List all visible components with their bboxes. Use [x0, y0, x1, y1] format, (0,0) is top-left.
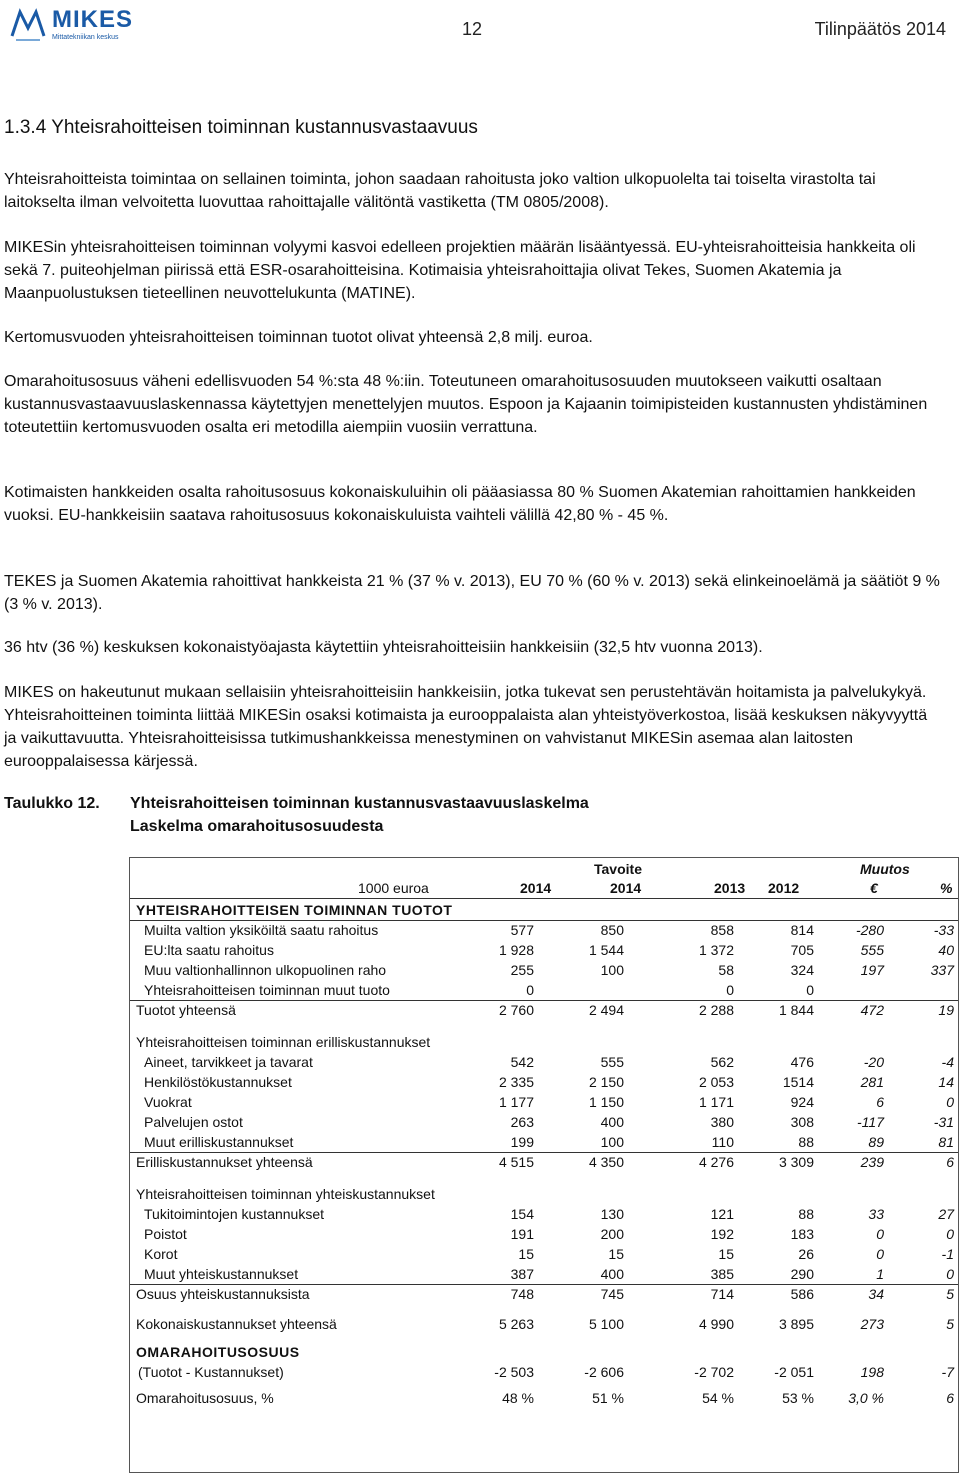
- cell-d: 324: [790, 962, 814, 978]
- cell-b: 850: [600, 922, 624, 938]
- cell-d: 924: [790, 1094, 814, 1110]
- logo-text: MIKES: [52, 6, 134, 33]
- table-row: [130, 1388, 958, 1408]
- col-header-2013: 2013: [714, 880, 746, 896]
- row-label: Yhteisrahoitteisen toiminnan yhteiskustannukset: [136, 1186, 435, 1202]
- cell-e: 281: [860, 1074, 884, 1090]
- table-row: [130, 1224, 958, 1244]
- cell-e: 6: [876, 1094, 884, 1110]
- col-header-eur: €: [870, 880, 878, 896]
- cell-f: -7: [941, 1364, 954, 1380]
- col-header-2014-actual: 2014: [520, 880, 552, 896]
- section-title: 1.3.4 Yhteisrahoitteisen toiminnan kustannusvastaavuus: [4, 117, 478, 138]
- cell-f: 81: [938, 1134, 954, 1150]
- row-label: OMARAHOITUSOSUUS: [136, 1344, 300, 1360]
- paragraph-text: TEKES ja Suomen Akatemia rahoittivat hankkeista 21 % (37 % v. 2013), EU 70 % (60 % v. 2013) sekä elinkeinoelämä ja säätiöt 9 % (3 % v. 2013).: [4, 573, 940, 613]
- row-label: YHTEISRAHOITTEISEN TOIMINNAN TUOTOT: [136, 902, 453, 918]
- col-header-unit: 1000 euroa: [358, 880, 429, 896]
- paragraph-4: [4, 370, 944, 439]
- page-number: 12: [462, 19, 483, 39]
- financial-table: [129, 857, 959, 1473]
- table-row: [130, 920, 958, 940]
- cell-d: 88: [798, 1134, 814, 1150]
- cell-c: 0: [726, 982, 734, 998]
- cell-d: 53 %: [782, 1390, 814, 1406]
- cell-d: 586: [790, 1286, 814, 1302]
- table-row: [130, 940, 958, 960]
- cell-e: 239: [860, 1154, 884, 1170]
- paragraph-text: Kotimaisten hankkeiden osalta rahoitusosuus kokonaiskuluihin oli pääasiassa 80 % Suomen Akatemian rahoittamien hankkeiden vuoksi. EU-hankkeisiin saatava rahoitusosuus kokonaiskuluista vaihteli välillä 42,80 % - 45 %.: [4, 484, 916, 524]
- paragraph-1: [4, 168, 944, 214]
- cell-e: 34: [868, 1286, 884, 1302]
- cell-d: 183: [790, 1226, 814, 1242]
- cell-b: 15: [608, 1246, 624, 1262]
- table-row: [130, 1092, 958, 1112]
- cell-e: 1: [876, 1266, 884, 1282]
- row-label: Korot: [144, 1246, 178, 1262]
- row-label: Osuus yhteiskustannuksista: [136, 1286, 310, 1302]
- cell-b: 51 %: [592, 1390, 624, 1406]
- row-label: Yhteisrahoitteisen toiminnan muut tuoto: [144, 982, 390, 998]
- cell-c: -2 702: [694, 1364, 734, 1380]
- cell-d: 88: [798, 1206, 814, 1222]
- cell-a: 1 177: [498, 1094, 534, 1110]
- paragraph-text: Omarahoitusosuus väheni edellisvuoden 54 %:sta 48 %:iin. Toteutuneen omarahoitusosuuden muutokseen vaikutti osaltaan kustannusvastaavuuslaskennassa käytettyjen menettelyjen muutos. Espoon ja Kajaanin toimipisteiden kustannusten yhdistäminen toteutettiin kertomusvuoden osalta eri metodilla aiempiin vuosiin verrattuna.: [4, 373, 928, 436]
- paragraph-text: Yhteisrahoitteista toimintaa on sellainen toiminta, johon saadaan rahoitusta joko valtion ulkopuolelta tai toiselta virastolta tai laitokselta ilman velvoitetta luovuttaa rahoittajalle välitöntä vastiketta (TM 0805/2008).: [4, 171, 876, 211]
- mikes-logo-mark-icon: [8, 4, 48, 44]
- row-label: Muut erilliskustannukset: [144, 1134, 294, 1150]
- row-label: Tuotot yhteensä: [136, 1002, 236, 1018]
- row-label: Poistot: [144, 1226, 187, 1242]
- cell-a: 154: [510, 1206, 534, 1222]
- table-row: [130, 1032, 958, 1052]
- cell-d: 1 844: [778, 1002, 814, 1018]
- cell-d: 26: [798, 1246, 814, 1262]
- mikes-logo: [8, 4, 138, 44]
- row-label: Palvelujen ostot: [144, 1114, 243, 1130]
- table-row: [130, 900, 958, 921]
- cell-a: -2 503: [494, 1364, 534, 1380]
- cell-d: 1514: [782, 1074, 814, 1090]
- table-row: [130, 1152, 958, 1172]
- row-label: Vuokrat: [144, 1094, 192, 1110]
- cell-f: 14: [938, 1074, 954, 1090]
- cell-e: 0: [876, 1246, 884, 1262]
- cell-a: 15: [518, 1246, 534, 1262]
- cell-c: 4 276: [698, 1154, 734, 1170]
- table-row: [130, 1072, 958, 1092]
- cell-c: 121: [710, 1206, 734, 1222]
- cell-a: 199: [510, 1134, 534, 1150]
- cell-f: 337: [930, 962, 954, 978]
- cell-c: 1 372: [698, 942, 734, 958]
- cell-a: 748: [510, 1286, 534, 1302]
- table-row: [130, 1284, 958, 1304]
- cell-c: 714: [710, 1286, 734, 1302]
- row-label: EU:lta saatu rahoitus: [144, 942, 274, 958]
- cell-a: 1 928: [498, 942, 534, 958]
- cell-c: 2 053: [698, 1074, 734, 1090]
- cell-d: 814: [790, 922, 814, 938]
- paragraph-text: Kertomusvuoden yhteisrahoitteisen toiminnan tuotot olivat yhteensä 2,8 milj. euroa.: [4, 329, 593, 346]
- table-row: [130, 1264, 958, 1285]
- col-header-2014-target: 2014: [610, 880, 642, 896]
- cell-e: 197: [860, 962, 884, 978]
- row-label: Muut yhteiskustannukset: [144, 1266, 299, 1282]
- col-header-2012: 2012: [768, 880, 800, 896]
- paragraph-2: [4, 236, 944, 305]
- cell-b: 2 150: [588, 1074, 624, 1090]
- cell-f: 27: [938, 1206, 954, 1222]
- col-group-tavoite: Tavoite: [594, 861, 642, 877]
- cell-b: 130: [600, 1206, 624, 1222]
- cell-a: 542: [510, 1054, 534, 1070]
- cell-d: 290: [790, 1266, 814, 1282]
- cell-a: 387: [510, 1266, 534, 1282]
- paragraph-7: [4, 636, 944, 659]
- row-label: Yhteisrahoitteisen toiminnan erilliskustannukset: [136, 1034, 431, 1050]
- paragraph-5: [4, 481, 944, 527]
- table-caption-line2: Laskelma omarahoitusosuudesta: [130, 818, 384, 835]
- table-row: [130, 1362, 958, 1382]
- cell-f: 0: [946, 1266, 954, 1282]
- cell-e: 33: [868, 1206, 884, 1222]
- cell-c: 1 171: [698, 1094, 734, 1110]
- paragraph-8: [4, 681, 944, 773]
- cell-e: -117: [857, 1114, 884, 1130]
- cell-e: 273: [860, 1316, 884, 1332]
- cell-b: 100: [600, 962, 624, 978]
- cell-d: 0: [806, 982, 814, 998]
- row-label: (Tuotot - Kustannukset): [138, 1364, 284, 1380]
- paragraph-text: MIKES on hakeutunut mukaan sellaisiin yhteisrahoitteisiin hankkeisiin, jotka tukevat sen perustehtävän hoitamista ja palvelukykyä. Yhteisrahoitteinen toiminta liittää MIKESin osaksi kotimaista ja eurooppalaista alan yhteistyöverkostoa, lisää keskuksen näkyvyyttä ja vaikuttavuutta. Yhteisrahoitteisissa tutkimushankkeissa menestyminen on vahvistanut MIKESin asemaa alan laitosten eurooppalaisessa kärjessä.: [4, 684, 928, 770]
- page-header: [0, 0, 960, 60]
- table-number: Taulukko 12.: [4, 795, 100, 812]
- cell-b: 4 350: [588, 1154, 624, 1170]
- cell-a: 2 335: [498, 1074, 534, 1090]
- cell-e: -20: [863, 1054, 884, 1070]
- cell-e: 472: [860, 1002, 884, 1018]
- cell-b: 5 100: [588, 1316, 624, 1332]
- cell-f: 5: [946, 1316, 954, 1332]
- cell-c: 192: [710, 1226, 734, 1242]
- paragraph-text: 36 htv (36 %) keskuksen kokonaistyöajasta käytettiin yhteisrahoitteisiin hankkeisiin (32,5 htv vuonna 2013).: [4, 639, 763, 656]
- cell-a: 2 760: [498, 1002, 534, 1018]
- table-row: [130, 1184, 958, 1204]
- cell-f: 19: [938, 1002, 954, 1018]
- table-row: [130, 1052, 958, 1072]
- row-label: Omarahoitusosuus, %: [136, 1390, 274, 1406]
- cell-f: -31: [933, 1114, 954, 1130]
- table-row: [130, 1204, 958, 1224]
- cell-d: 705: [790, 942, 814, 958]
- cell-a: 191: [510, 1226, 534, 1242]
- table-row: [130, 1342, 958, 1362]
- row-label: Muilta valtion yksiköiltä saatu rahoitus: [144, 922, 379, 938]
- table-row: [130, 1244, 958, 1264]
- table-caption-line1: Yhteisrahoitteisen toiminnan kustannusvastaavuuslaskelma: [130, 795, 589, 812]
- row-label: Tukitoimintojen kustannukset: [144, 1206, 325, 1222]
- cell-e: 3,0 %: [848, 1390, 884, 1406]
- row-label: Kokonaiskustannukset yhteensä: [136, 1316, 337, 1332]
- cell-f: 6: [946, 1390, 954, 1406]
- cell-f: -4: [941, 1054, 954, 1070]
- paragraph-6: [4, 570, 944, 616]
- table-caption: [4, 792, 589, 838]
- cell-d: 308: [790, 1114, 814, 1130]
- cell-e: -280: [855, 922, 884, 938]
- cell-c: 54 %: [702, 1390, 734, 1406]
- cell-a: 255: [510, 962, 534, 978]
- cell-b: 1 150: [588, 1094, 624, 1110]
- cell-b: 200: [600, 1226, 624, 1242]
- cell-d: 3 309: [778, 1154, 814, 1170]
- cell-c: 562: [710, 1054, 734, 1070]
- cell-b: 745: [600, 1286, 624, 1302]
- cell-f: 0: [946, 1094, 954, 1110]
- cell-c: 385: [710, 1266, 734, 1282]
- cell-c: 4 990: [698, 1316, 734, 1332]
- cell-b: 2 494: [588, 1002, 624, 1018]
- table-row: [130, 1000, 958, 1020]
- cell-a: 263: [510, 1114, 534, 1130]
- cell-d: 476: [790, 1054, 814, 1070]
- cell-b: 555: [600, 1054, 624, 1070]
- cell-b: 400: [600, 1114, 624, 1130]
- cell-a: 48 %: [502, 1390, 534, 1406]
- cell-a: 4 515: [498, 1154, 534, 1170]
- cell-c: 58: [718, 962, 734, 978]
- cell-c: 110: [711, 1134, 734, 1150]
- table-row: [130, 980, 958, 1001]
- cell-f: 6: [946, 1154, 954, 1170]
- cell-b: 1 544: [588, 942, 624, 958]
- header-rule: [130, 898, 958, 899]
- paragraph-text: MIKESin yhteisrahoitteisen toiminnan volyymi kasvoi edelleen projektien määrän lisääntyessä. EU-yhteisrahoitteisia hankkeita oli sekä 7. puiteohjelman piirissä että ESR-osarahoitteisina. Kotimaisia yhteisrahoittajia olivat Tekes, Suomen Akatemia ja Maanpuolustuksen tieteellinen neuvottelukunta (MATINE).: [4, 239, 916, 302]
- cell-b: 400: [600, 1266, 624, 1282]
- cell-a: 5 263: [498, 1316, 534, 1332]
- cell-d: -2 051: [774, 1364, 814, 1380]
- cell-d: 3 895: [778, 1316, 814, 1332]
- cell-a: 0: [526, 982, 534, 998]
- row-label: Muu valtionhallinnon ulkopuolinen raho: [144, 962, 387, 978]
- row-label: Henkilöstökustannukset: [144, 1074, 292, 1090]
- paragraph-3: [4, 326, 944, 349]
- cell-e: 89: [868, 1134, 884, 1150]
- cell-c: 15: [718, 1246, 734, 1262]
- cell-f: 5: [946, 1286, 954, 1302]
- table-row: [130, 1132, 958, 1153]
- cell-f: -33: [933, 922, 954, 938]
- document-title: Tilinpäätös 2014: [814, 19, 946, 39]
- col-group-muutos: Muutos: [860, 861, 910, 877]
- cell-f: -1: [941, 1246, 954, 1262]
- row-label: Aineet, tarvikkeet ja tavarat: [144, 1054, 313, 1070]
- cell-e: 0: [876, 1226, 884, 1242]
- cell-e: 198: [860, 1364, 884, 1380]
- table-row: [130, 1314, 958, 1334]
- cell-b: -2 606: [584, 1364, 624, 1380]
- col-header-pct: %: [940, 880, 953, 896]
- table-row: [130, 1112, 958, 1132]
- cell-e: 555: [860, 942, 884, 958]
- table-row: [130, 960, 958, 980]
- logo-subtitle: Mittatekniikan keskus: [52, 34, 119, 41]
- cell-c: 380: [710, 1114, 734, 1130]
- row-label: Erilliskustannukset yhteensä: [136, 1154, 313, 1170]
- cell-f: 40: [938, 942, 954, 958]
- cell-b: 100: [600, 1134, 624, 1150]
- cell-f: 0: [946, 1226, 954, 1242]
- cell-c: 858: [710, 922, 734, 938]
- cell-a: 577: [510, 922, 534, 938]
- cell-c: 2 288: [698, 1002, 734, 1018]
